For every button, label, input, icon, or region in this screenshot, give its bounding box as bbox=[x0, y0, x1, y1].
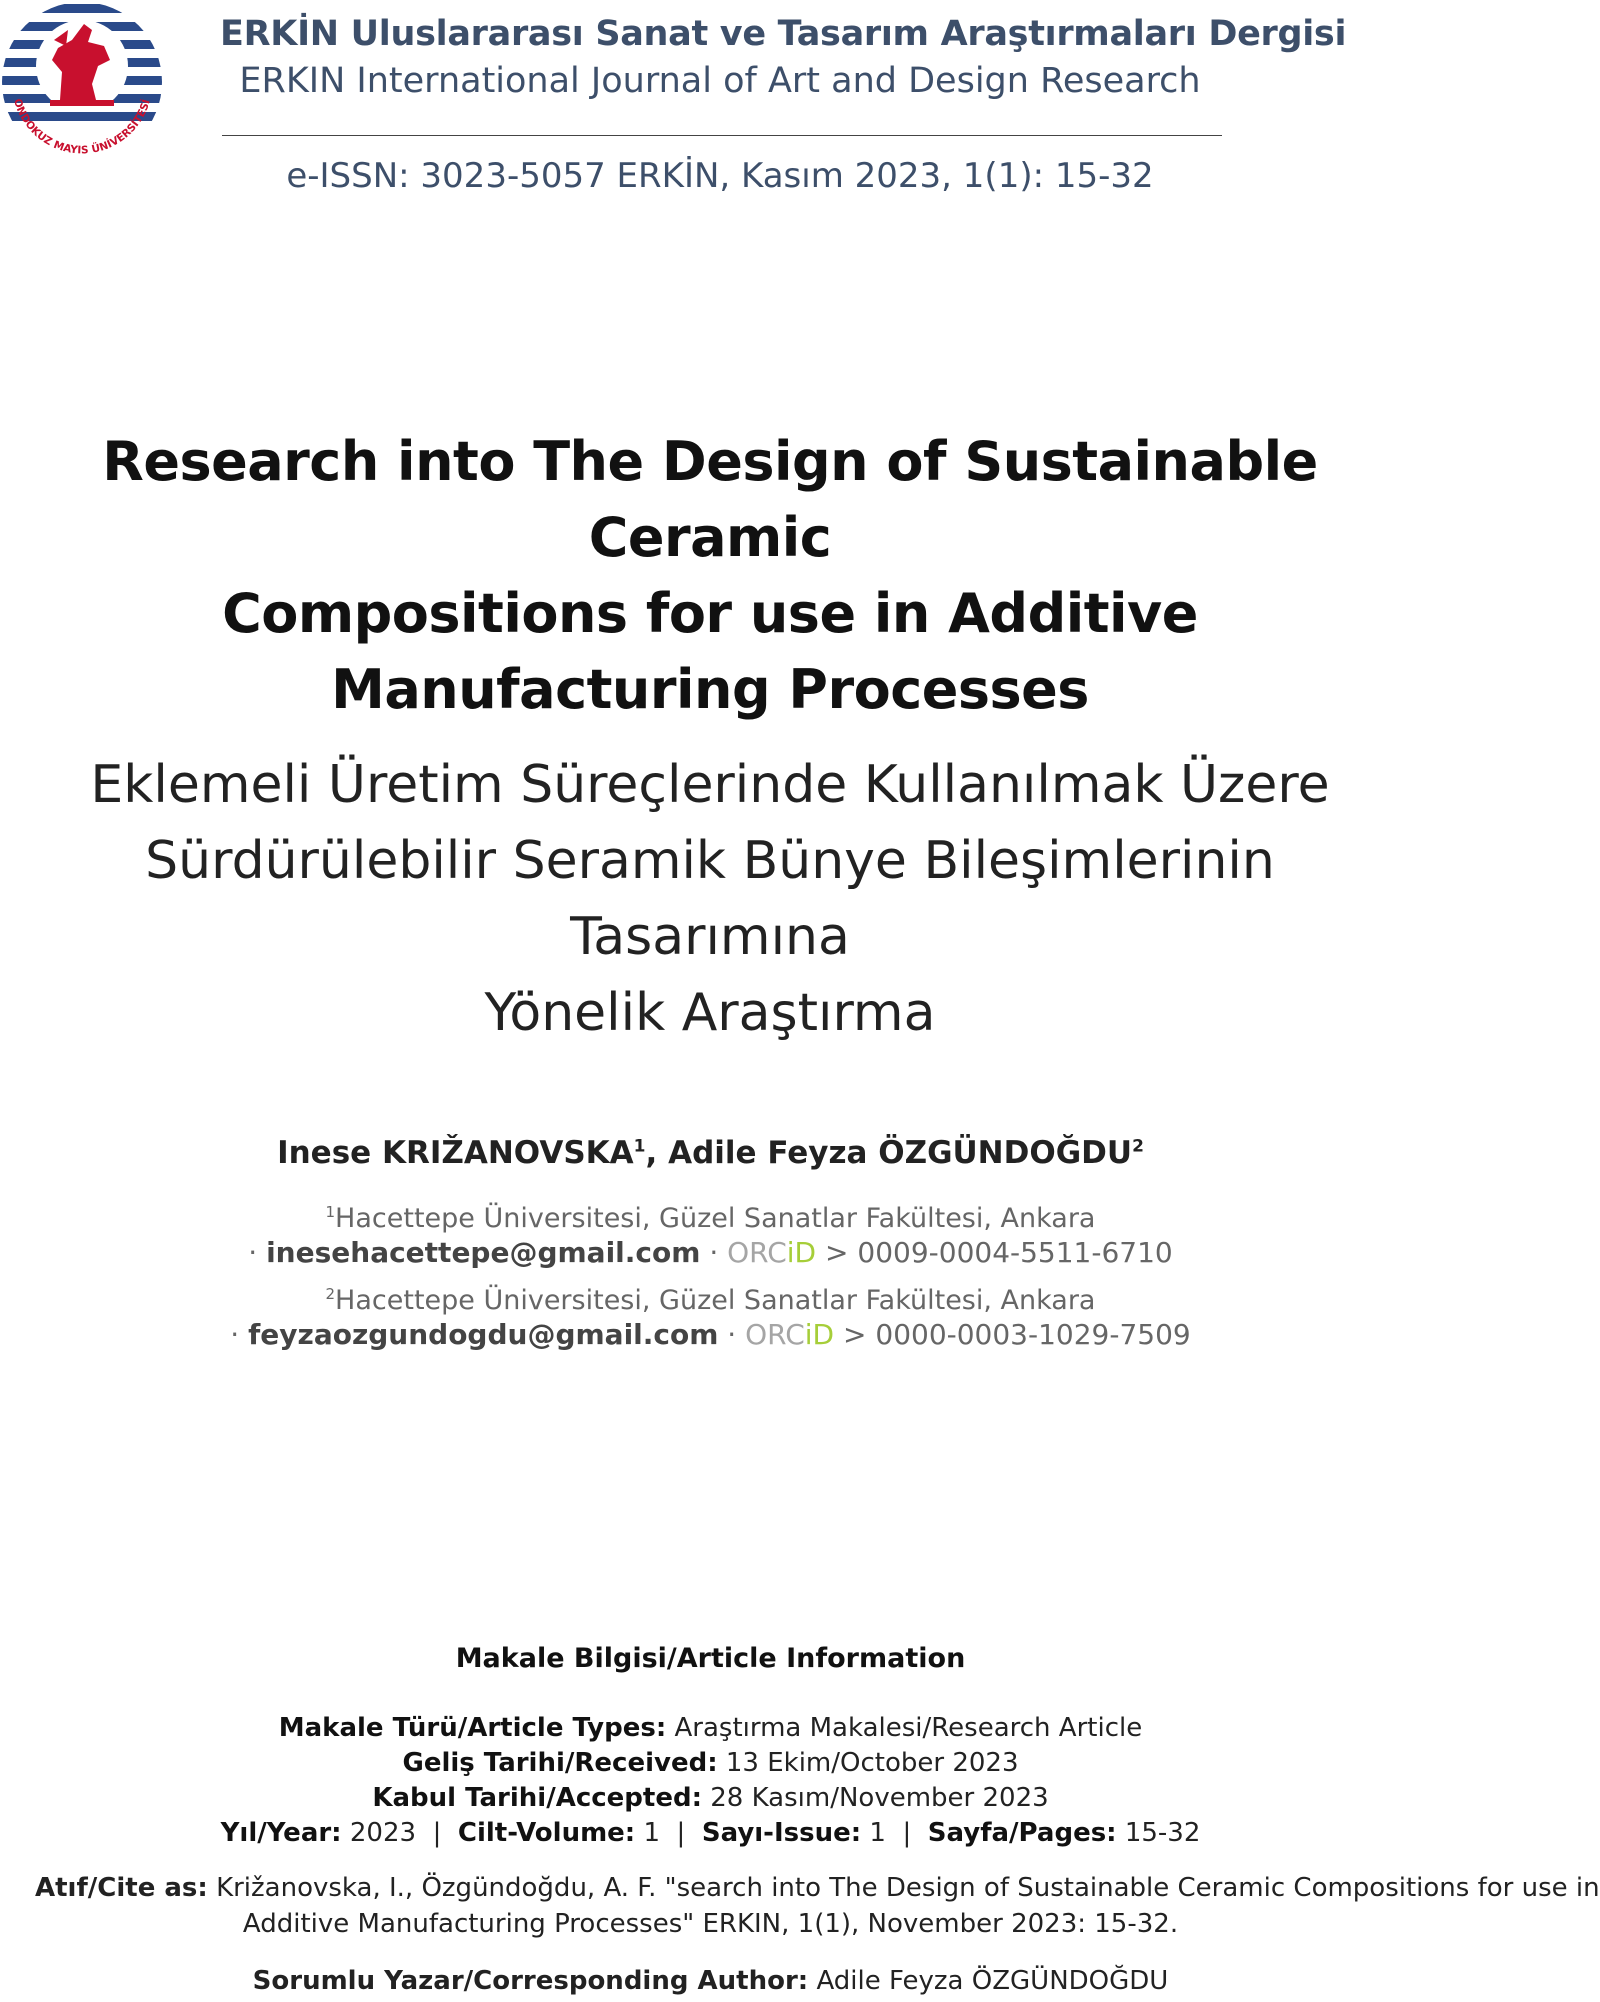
issue-details-line bbox=[0, 1818, 1421, 1848]
info-label: Sayfa/Pages: bbox=[927, 1818, 1117, 1848]
title-tr-line: Sürdürülebilir Seramik Bünye Bileşimlerinin Tasarımına bbox=[145, 831, 1275, 967]
bullet: · bbox=[230, 1318, 249, 1351]
info-value: 28 Kasım/November 2023 bbox=[710, 1783, 1049, 1813]
info-value: 1 bbox=[643, 1818, 661, 1848]
journal-title-turkish: ERKİN Uluslararası Sanat ve Tasarım Araştırmaları Dergisi bbox=[220, 14, 1347, 54]
author-list bbox=[0, 1135, 1421, 1171]
citation-block bbox=[35, 1870, 1600, 1942]
citation-line: Additive Manufacturing Processes" ERKIN, 1(1), November 2023: 15-32. bbox=[242, 1909, 1179, 1939]
article-title-turkish bbox=[10, 747, 1410, 1051]
bullet: · bbox=[700, 1236, 728, 1269]
corresponding-author-line bbox=[0, 1966, 1421, 1996]
orcid-link[interactable]: > 0000-0003-1029-7509 bbox=[843, 1318, 1191, 1351]
title-tr-line: Yönelik Araştırma bbox=[484, 983, 936, 1043]
info-label: Geliş Tarihi/Received: bbox=[402, 1748, 718, 1778]
svg-text:ONDOKUZ MAYIS ÜNİVERSİTESİ: ONDOKUZ MAYIS ÜNİVERSİTESİ bbox=[10, 97, 153, 157]
article-title-english bbox=[20, 424, 1400, 728]
bullet: · bbox=[248, 1236, 267, 1269]
title-en-line: Research into The Design of Sustainable Ceramic bbox=[102, 430, 1318, 569]
info-label: Sorumlu Yazar/Corresponding Author: bbox=[252, 1966, 809, 1996]
info-value: 15-32 bbox=[1124, 1818, 1201, 1848]
author-name: Adile Feyza ÖZGÜNDOĞDU bbox=[668, 1135, 1133, 1171]
citation-text: Križanovska, I., Özgündoğdu, A. F. "search into The Design of Sustainable Ceramic Compositions for use in bbox=[216, 1873, 1600, 1903]
affiliation-superscript: 1 bbox=[325, 1203, 336, 1221]
orcid-icon: ORCiD bbox=[727, 1236, 817, 1269]
author-name: Inese KRIŽANOVSKA bbox=[277, 1135, 634, 1171]
separator: | bbox=[902, 1818, 912, 1848]
email-link[interactable]: feyzaozgundogdu@gmail.com bbox=[248, 1318, 719, 1351]
issn-line: e-ISSN: 3023-5057 ERKİN, Kasım 2023, 1(1): 15-32 bbox=[286, 156, 1154, 196]
info-value: 2023 bbox=[349, 1818, 417, 1848]
article-type-line bbox=[0, 1713, 1421, 1743]
journal-title-english: ERKIN International Journal of Art and Design Research bbox=[239, 61, 1201, 101]
accepted-line bbox=[0, 1783, 1421, 1813]
separator: | bbox=[676, 1818, 686, 1848]
affiliation-text: Hacettepe Üniversitesi, Güzel Sanatlar Fakültesi, Ankara bbox=[335, 1203, 1096, 1234]
author-superscript: 1 bbox=[633, 1136, 646, 1157]
info-label: Makale Türü/Article Types: bbox=[278, 1713, 667, 1743]
author-separator: , bbox=[645, 1135, 669, 1171]
orcid-icon: ORCiD bbox=[745, 1318, 835, 1351]
info-value: 1 bbox=[869, 1818, 886, 1848]
bullet: · bbox=[718, 1318, 746, 1351]
contact-line-2 bbox=[0, 1318, 1421, 1351]
received-line bbox=[0, 1748, 1421, 1778]
info-value: 13 Ekim/October 2023 bbox=[725, 1748, 1019, 1778]
orcid-link[interactable]: > 0009-0004-5511-6710 bbox=[825, 1236, 1173, 1269]
info-label: Yıl/Year: bbox=[220, 1818, 342, 1848]
affiliation-1 bbox=[0, 1203, 1421, 1234]
info-label: Sayı-Issue: bbox=[701, 1818, 862, 1848]
affiliation-text: Hacettepe Üniversitesi, Güzel Sanatlar Fakültesi, Ankara bbox=[335, 1285, 1096, 1316]
separator: | bbox=[432, 1818, 442, 1848]
affiliation-superscript: 2 bbox=[325, 1285, 336, 1303]
university-logo bbox=[0, 0, 165, 165]
info-label: Kabul Tarihi/Accepted: bbox=[372, 1783, 702, 1813]
header-divider bbox=[222, 135, 1222, 136]
title-en-line: Manufacturing Processes bbox=[331, 658, 1089, 721]
contact-line-1 bbox=[0, 1236, 1421, 1269]
info-label: Cilt-Volume: bbox=[457, 1818, 636, 1848]
citation-label: Atıf/Cite as: bbox=[35, 1873, 208, 1903]
author-superscript: 2 bbox=[1132, 1136, 1144, 1157]
title-tr-line: Eklemeli Üretim Süreçlerinde Kullanılmak Üzere bbox=[90, 755, 1330, 815]
email-link[interactable]: inesehacettepe@gmail.com bbox=[266, 1236, 701, 1269]
citation-line bbox=[35, 1870, 1600, 1906]
info-value: Araştırma Makalesi/Research Article bbox=[674, 1713, 1143, 1743]
info-value: Adile Feyza ÖZGÜNDOĞDU bbox=[816, 1966, 1169, 1996]
article-info-heading: Makale Bilgisi/Article Information bbox=[455, 1643, 966, 1674]
affiliation-2 bbox=[0, 1285, 1421, 1316]
title-en-line: Compositions for use in Additive bbox=[222, 582, 1198, 645]
